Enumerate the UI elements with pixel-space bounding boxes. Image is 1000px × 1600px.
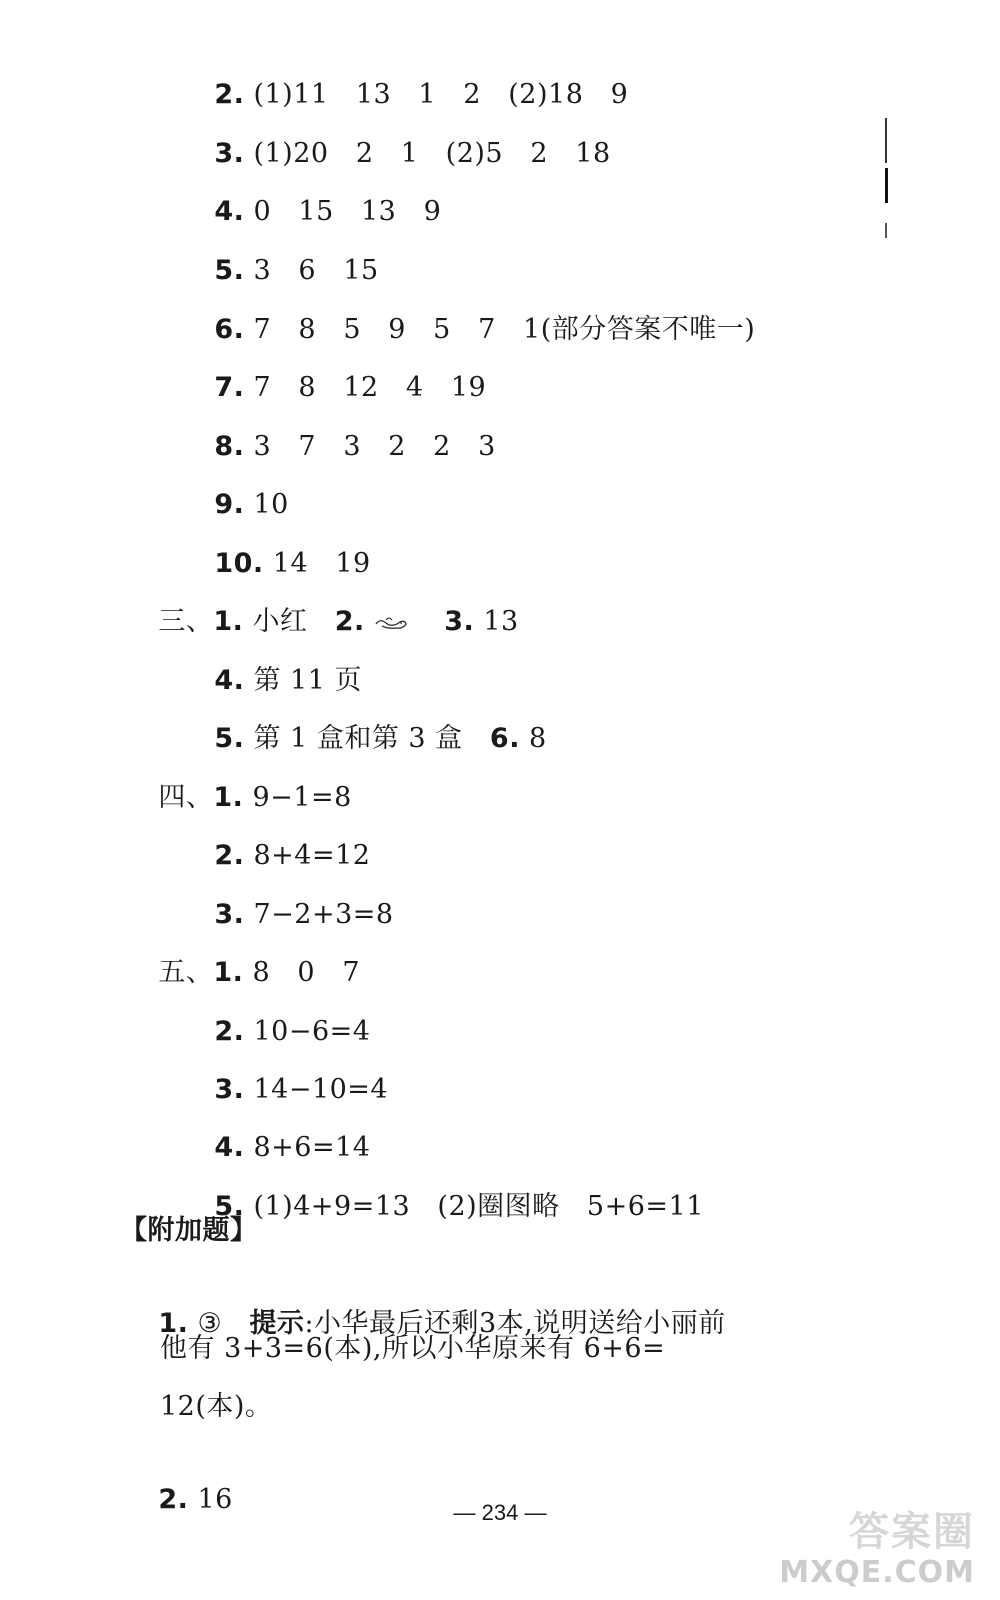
item-number: 2. [214,1016,245,1047]
answer-text: 7 8 5 9 5 7 1(部分答案不唯一) [244,314,756,345]
answer-text: (1)20 2 1 (2)5 2 18 [244,138,611,169]
item-number: 7. [214,372,245,403]
item-number: 1. [213,606,244,637]
answer-text: 13 [474,606,519,637]
item-number: 5. [214,255,245,286]
answer-text: 14−10=4 [244,1074,389,1105]
item-number: 2. [158,1484,189,1515]
item-number: 8. [214,431,245,462]
page-number: — 234 — [453,1500,547,1525]
item-number: 9. [214,489,245,520]
binding-mark [885,118,888,238]
site-watermark [779,1500,975,1590]
item-number: 2. [334,606,365,637]
answer-text: ③ [188,1308,250,1339]
answer-text: 10−6=4 [244,1016,371,1047]
answer-text: 10 [244,489,289,520]
item-number: 1. [213,957,244,988]
item-number: 3. [214,1074,245,1105]
answer-text: 3 7 3 2 2 3 [244,431,496,462]
watermark-logo-text: 答案圈 [849,1509,975,1555]
answer-text: 0 15 13 9 [244,196,442,227]
answer-text: 小红 [243,606,335,637]
item-number: 2. [214,79,245,110]
item-number: 4. [214,665,245,696]
item-number: 3. [444,606,475,637]
item-number: 5. [214,723,245,754]
bonus-line-3: 12(本)。 [160,1391,273,1422]
watermark-url: MXQE.COM [779,1555,975,1590]
answer-text: 第 1 盒和第 3 盒 [244,723,490,754]
item-number: 4. [214,1132,245,1163]
item-number: 3. [214,899,245,930]
answer-text: 第 11 页 [244,665,362,696]
item-number: 2. [214,840,245,871]
answer-text: 7 8 12 4 19 [244,372,487,403]
hint-text: :小华最后还剩3本,说明送给小丽前 [304,1308,726,1339]
item-number: 1. [158,1308,189,1339]
answer-text: 9−1=8 [243,782,352,813]
answer-text: 8+6=14 [244,1132,371,1163]
bonus-line-2: 他有 3+3=6(本),所以小华原来有 6+6= [160,1333,666,1364]
section-label: 四、 [158,782,214,813]
bonus-heading: 【附加题】 [120,1215,258,1246]
item-number: 6. [489,723,520,754]
section-label: 五、 [158,957,214,988]
answer-text: (1)11 13 1 2 (2)18 9 [244,79,629,110]
answer-text: 8+4=12 [244,840,371,871]
item-number: 1. [213,782,244,813]
item-number: 10. [214,548,264,579]
item-number: 6. [214,314,245,345]
answer-text: (1)4+9=13 (2)圈图略 5+6=11 [244,1191,704,1222]
section-label: 三、 [158,606,214,637]
item-number: 4. [214,196,245,227]
answer-text: 3 6 15 [244,255,379,286]
bird-sketch-icon [374,614,408,632]
answer-text: 7−2+3=8 [244,899,394,930]
answer-text: 14 19 [263,548,371,579]
item-number: 3. [214,138,245,169]
answer-text: 8 [519,723,547,754]
answer-text: 16 [188,1484,233,1515]
item-number: 5. [214,1191,245,1222]
hint-label: 提示 [249,1308,305,1339]
answer-text: 8 0 7 [243,957,361,988]
